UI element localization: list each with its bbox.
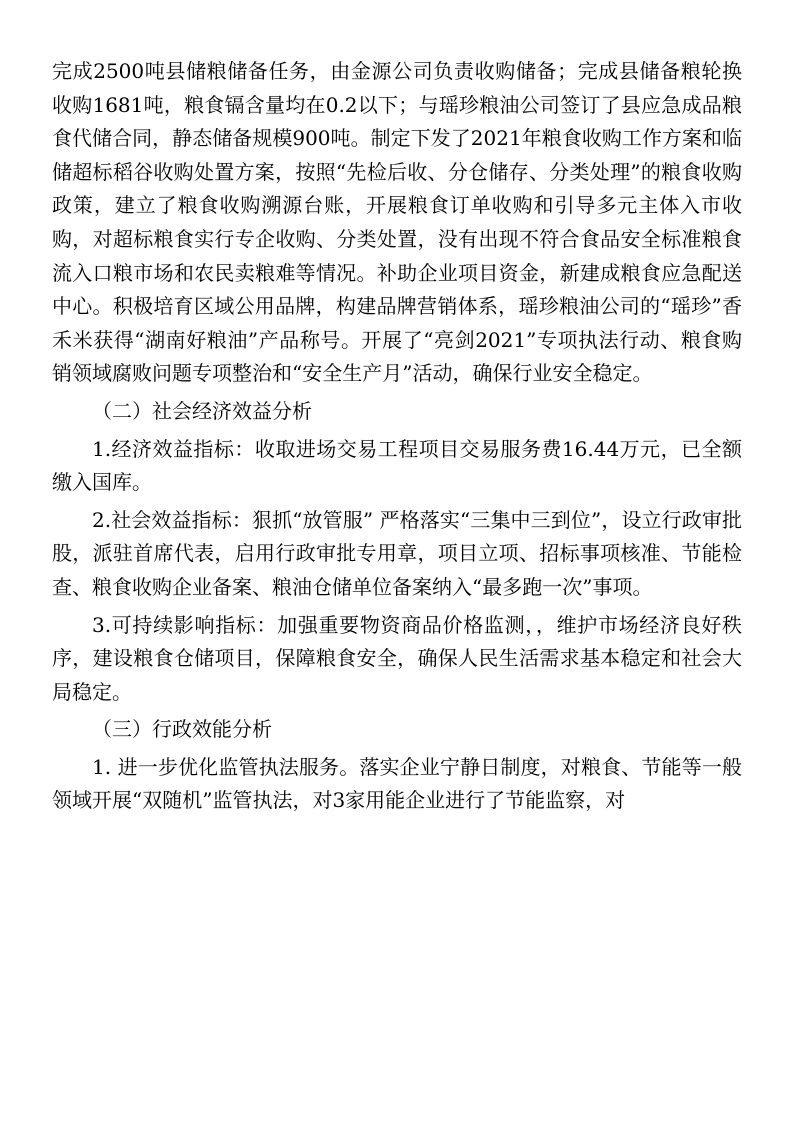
section-heading-social-economic: （二）社会经济效益分析 xyxy=(92,398,312,423)
item-social-benefit: 2.社会效益指标：狠抓“放管服” 严格落实“三集中三到位”，设立行政审批股，派驻首席代表，启用行政审批专用章，项目立项、招标事项核准、节能检查、粮食收购企业备案、粮油仓储单位备案纳入“最多跑一次”事项。 xyxy=(52,507,742,599)
item-sustainable-impact: 3.可持续影响指标：加强重要物资商品价格监测，，维护市场经济良好秩序，建设粮食仓储项目，保障粮食安全，确保人民生活需求基本稳定和社会大局稳定。 xyxy=(52,612,742,704)
section-heading-admin-efficiency: （三）行政效能分析 xyxy=(92,717,272,742)
document-body xyxy=(52,55,742,818)
item-economic-benefit: 1.经济效益指标：收取进场交易工程项目交易服务费16.44万元，已全额缴入国库。 xyxy=(52,436,742,495)
item-regulatory-service: 1. 进一步优化监管执法服务。落实企业宁静日制度，对粮食、节能等一般领域开展“双随机”监管执法，对3家用能企业进行了节能监察，对 xyxy=(52,754,742,813)
paragraph-grain-reserve: 完成2500吨县储粮储备任务，由金源公司负责收购储备；完成县储备粮轮换收购1681吨，粮食镉含量均在0.2以下；与瑶珍粮油公司签订了县应急成品粮食代储合同，静态储备规模900吨。制定下发了2021年粮食收购工作方案和临储超标稻谷收购处置方案，按照“先检后收、分仓储存、分类处理”的粮食收购政策，建立了粮食收购溯源台账，开展粮食订单收购和引导多元主体入市收购，对超标粮食实行专企收购、分类处置，没有出现不符合食品安全标准粮食流入口粮市场和农民卖粮难等情况。补助企业项目资金，新建成粮食应急配送中心。积极培育区域公用品牌，构建品牌营销体系，瑶珍粮油公司的“瑶珍”香禾米获得“湖南好粮油”产品称号。开展了“亮剑2021”专项执法行动、粮食购销领域腐败问题专项整治和“安全生产月”活动，确保行业安全稳定。 xyxy=(52,59,742,386)
